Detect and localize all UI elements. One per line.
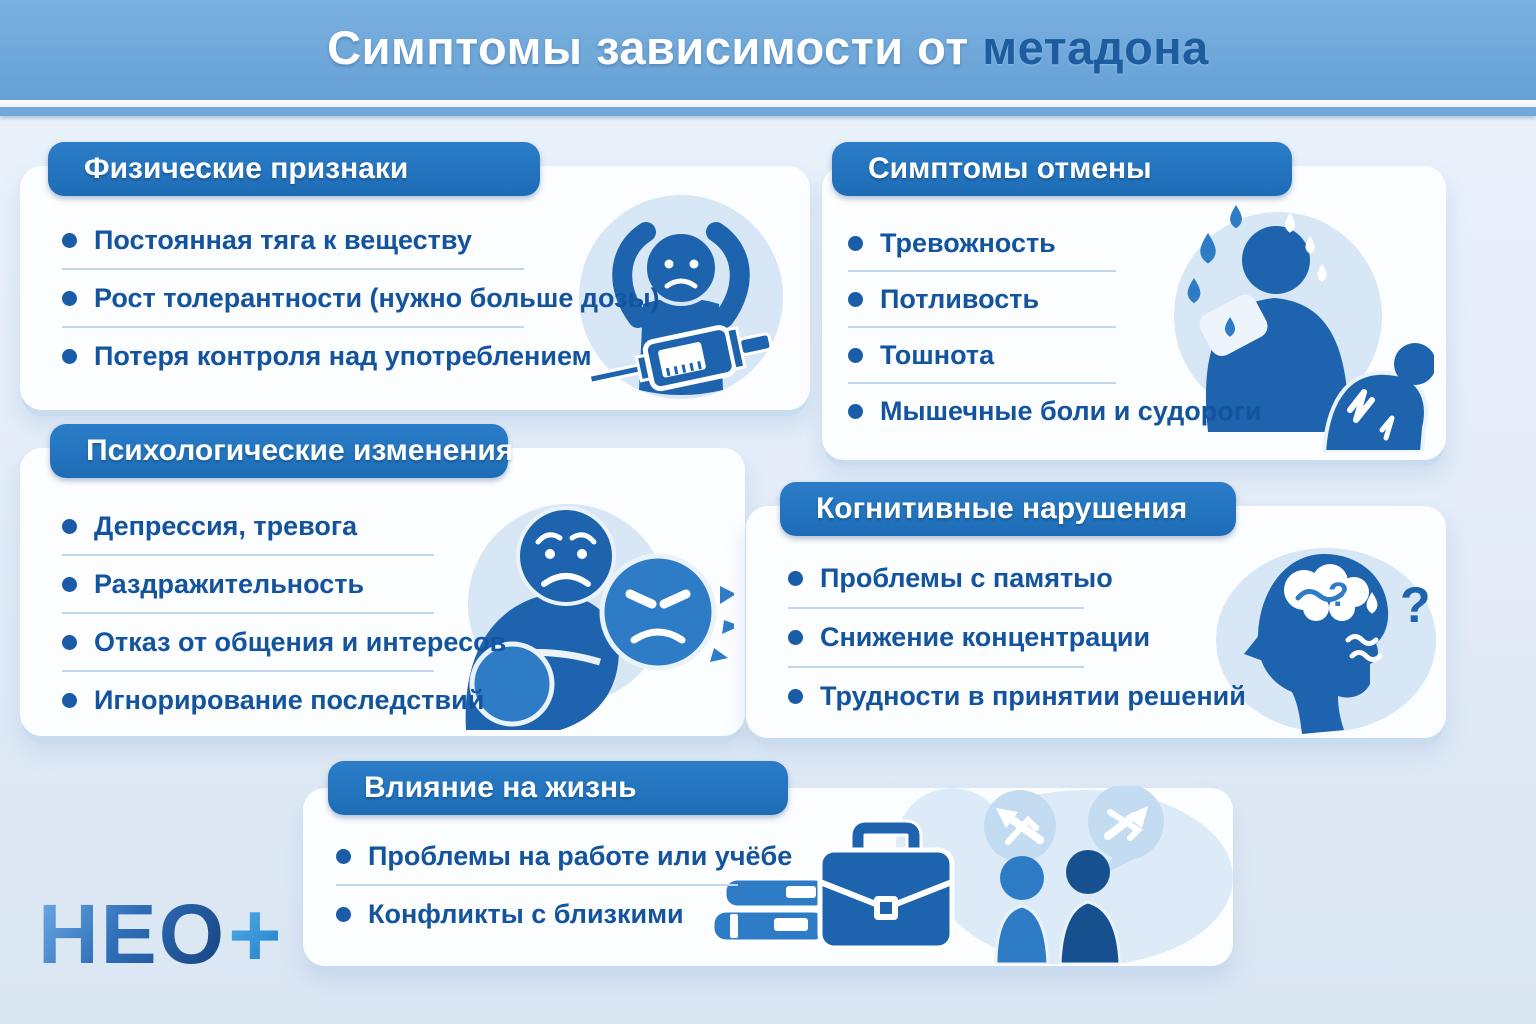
list-item xyxy=(848,384,1262,438)
list-item-label: Отказ от общения и интересов xyxy=(94,626,507,657)
header-divider-blue xyxy=(0,107,1536,116)
list-item xyxy=(336,886,738,942)
list-item-label: Тревожность xyxy=(880,227,1056,258)
bullet-dot-icon xyxy=(62,693,77,708)
card-withdrawal-symptoms-title: Симптомы отмены xyxy=(832,142,1292,196)
bullet-dot-icon xyxy=(848,292,863,307)
card-psychological-changes-title: Психологические изменения xyxy=(50,424,508,478)
bullet-dot-icon xyxy=(62,349,77,364)
list-item-label: Проблемы на работе или учёбе xyxy=(368,840,793,871)
list-item xyxy=(62,614,507,670)
card-psychological-changes-list xyxy=(62,498,507,728)
svg-text:?: ? xyxy=(1328,576,1349,614)
list-item-label: Рост толерантности (нужно больше дозы) xyxy=(94,282,660,313)
bullet-dot-icon xyxy=(62,577,77,592)
page-title xyxy=(0,20,1536,75)
list-item xyxy=(336,828,793,884)
bullet-dot-icon xyxy=(336,849,351,864)
list-item-label: Трудности в принятии решений xyxy=(820,681,1246,711)
card-physical-signs-title: Физические признаки xyxy=(48,142,540,196)
page-title-main: Симптомы зависимости от xyxy=(327,21,969,74)
card-physical-signs-list xyxy=(62,212,660,384)
neo-plus-logo xyxy=(38,883,282,986)
bullet-dot-icon xyxy=(848,348,863,363)
list-item-label: Конфликты с близкими xyxy=(368,898,684,929)
list-item-label: Игнорирование последствий xyxy=(94,684,485,715)
list-item xyxy=(62,672,485,728)
list-item-label: Тошнота xyxy=(880,339,995,370)
sad-and-angry-faces-icon xyxy=(448,492,734,730)
list-item xyxy=(62,556,434,612)
card-withdrawal-symptoms-list xyxy=(848,216,1262,438)
bullet-dot-icon xyxy=(788,630,803,645)
list-item-label: Депрессия, тревога xyxy=(94,510,358,541)
list-item-label: Проблемы с памятыо xyxy=(820,563,1113,593)
list-item xyxy=(62,328,592,384)
list-item-label: Потеря контроля над употреблением xyxy=(94,340,592,371)
list-item xyxy=(788,668,1246,725)
list-item xyxy=(62,212,524,268)
logo-text: НЕО xyxy=(38,887,227,981)
svg-text:?: ? xyxy=(1400,577,1431,633)
logo-plus-icon: + xyxy=(228,883,282,986)
list-item xyxy=(62,498,434,554)
bullet-dot-icon xyxy=(62,233,77,248)
bullet-dot-icon xyxy=(788,689,803,704)
card-life-impact-title: Влияние на жизнь xyxy=(328,761,788,815)
list-item xyxy=(848,272,1116,326)
list-item xyxy=(62,270,660,326)
list-item-label: Снижение концентрации xyxy=(820,622,1151,652)
bullet-dot-icon xyxy=(848,236,863,251)
bullet-dot-icon xyxy=(336,907,351,922)
page-title-accent: метадона xyxy=(982,21,1209,74)
bullet-dot-icon xyxy=(788,571,803,586)
bullet-dot-icon xyxy=(848,404,863,419)
list-item xyxy=(788,550,1113,607)
list-item-label: Раздражительность xyxy=(94,568,365,599)
list-item-label: Постоянная тяга к веществу xyxy=(94,224,472,255)
card-life-impact-list xyxy=(336,828,793,942)
card-cognitive-impairments-list xyxy=(788,550,1246,725)
header-divider-white xyxy=(0,100,1536,107)
list-item xyxy=(848,328,1116,382)
list-item-label: Потливость xyxy=(880,283,1040,314)
list-item xyxy=(848,216,1116,270)
bullet-dot-icon xyxy=(62,291,77,306)
list-item-label: Мышечные боли и судороги xyxy=(880,395,1262,426)
card-cognitive-impairments-title: Когнитивные нарушения xyxy=(780,482,1236,536)
list-item xyxy=(788,609,1151,666)
bullet-dot-icon xyxy=(62,519,77,534)
bullet-dot-icon xyxy=(62,635,77,650)
